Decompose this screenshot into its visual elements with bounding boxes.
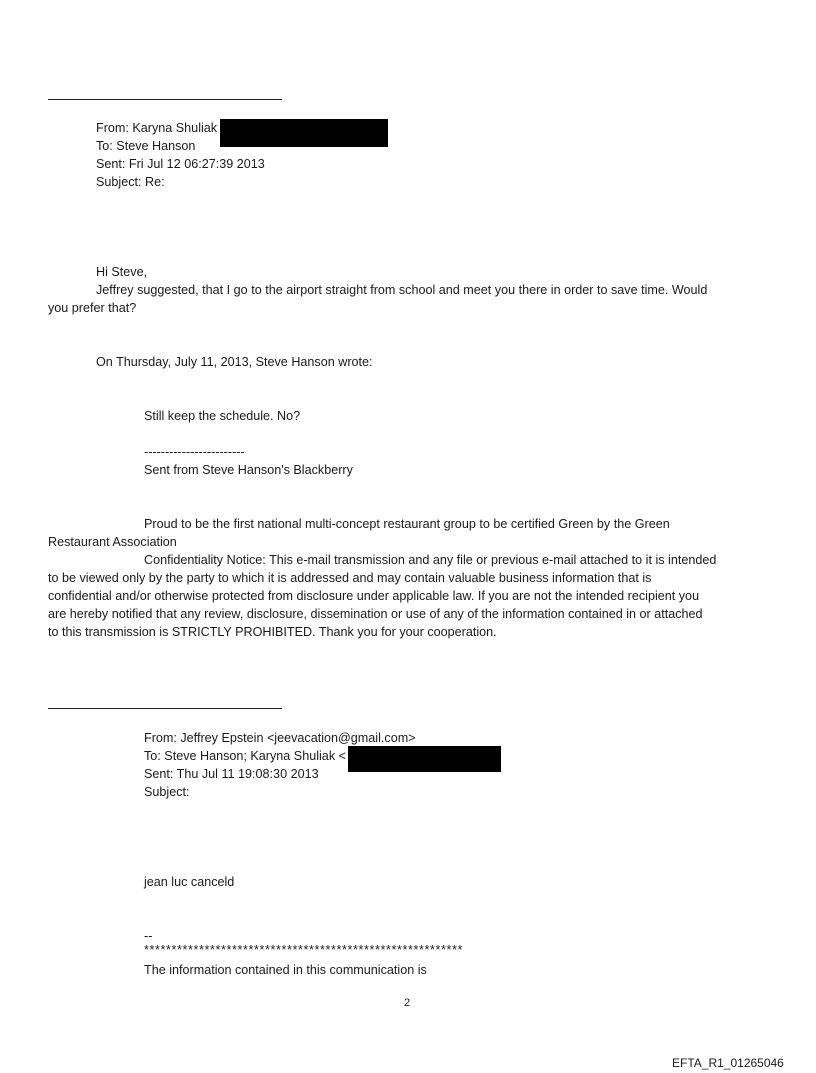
green-notice-line: Restaurant Association bbox=[48, 535, 177, 549]
confidentiality-line: to this transmission is STRICTLY PROHIBITED. Thank you for your cooperation. bbox=[48, 625, 497, 639]
confidentiality-line: confidential and/or otherwise protected from disclosure under applicable law. If you are not the intended recipient you bbox=[48, 589, 700, 603]
separator-rule bbox=[48, 99, 282, 100]
confidentiality-line: to be viewed only by the party to which it is addressed and may contain valuable business information that is bbox=[48, 571, 652, 585]
redaction-box bbox=[348, 746, 501, 772]
signature-dashes: ------------------------ bbox=[144, 445, 245, 459]
email1-body-line: you prefer that? bbox=[48, 301, 137, 315]
email2-signature-dashes: -- bbox=[144, 929, 153, 943]
confidentiality-line: are hereby notified that any review, disclosure, dissemination or use of any of the information contained in or attached bbox=[48, 607, 703, 621]
document-id: EFTA_R1_01265046 bbox=[672, 1056, 784, 1070]
email2-from: From: Jeffrey Epstein <jeevacation@gmail.com> bbox=[144, 731, 416, 745]
email2-info-text: The information contained in this communication is bbox=[144, 963, 427, 977]
separator-rule bbox=[48, 708, 282, 709]
email1-to: To: Steve Hanson bbox=[96, 139, 196, 153]
email2-to: To: Steve Hanson; Karyna Shuliak < bbox=[144, 749, 346, 763]
quote-text: Still keep the schedule. No? bbox=[144, 409, 301, 423]
email1-from: From: Karyna Shuliak bbox=[96, 121, 218, 135]
email2-body: jean luc canceld bbox=[144, 875, 235, 889]
email1-greeting: Hi Steve, bbox=[96, 265, 148, 279]
email1-sent: Sent: Fri Jul 12 06:27:39 2013 bbox=[96, 157, 265, 171]
email1-body-line: Jeffrey suggested, that I go to the airport straight from school and meet you there in order to save time. Would bbox=[96, 283, 708, 297]
page-number: 2 bbox=[404, 997, 411, 1009]
confidentiality-line: Confidentiality Notice: This e-mail transmission and any file or previous e-mail attached to it is intended bbox=[144, 553, 717, 567]
redaction-box bbox=[220, 119, 388, 147]
asterisk-line: ********************************************************** bbox=[144, 943, 464, 957]
email2-subject: Subject: bbox=[144, 785, 190, 799]
email1-subject: Subject: Re: bbox=[96, 175, 165, 189]
email2-sent: Sent: Thu Jul 11 19:08:30 2013 bbox=[144, 767, 319, 781]
quote-header: On Thursday, July 11, 2013, Steve Hanson wrote: bbox=[96, 355, 373, 369]
signature-text: Sent from Steve Hanson's Blackberry bbox=[144, 463, 353, 477]
green-notice-line: Proud to be the first national multi-concept restaurant group to be certified Green by the Green bbox=[144, 517, 670, 531]
